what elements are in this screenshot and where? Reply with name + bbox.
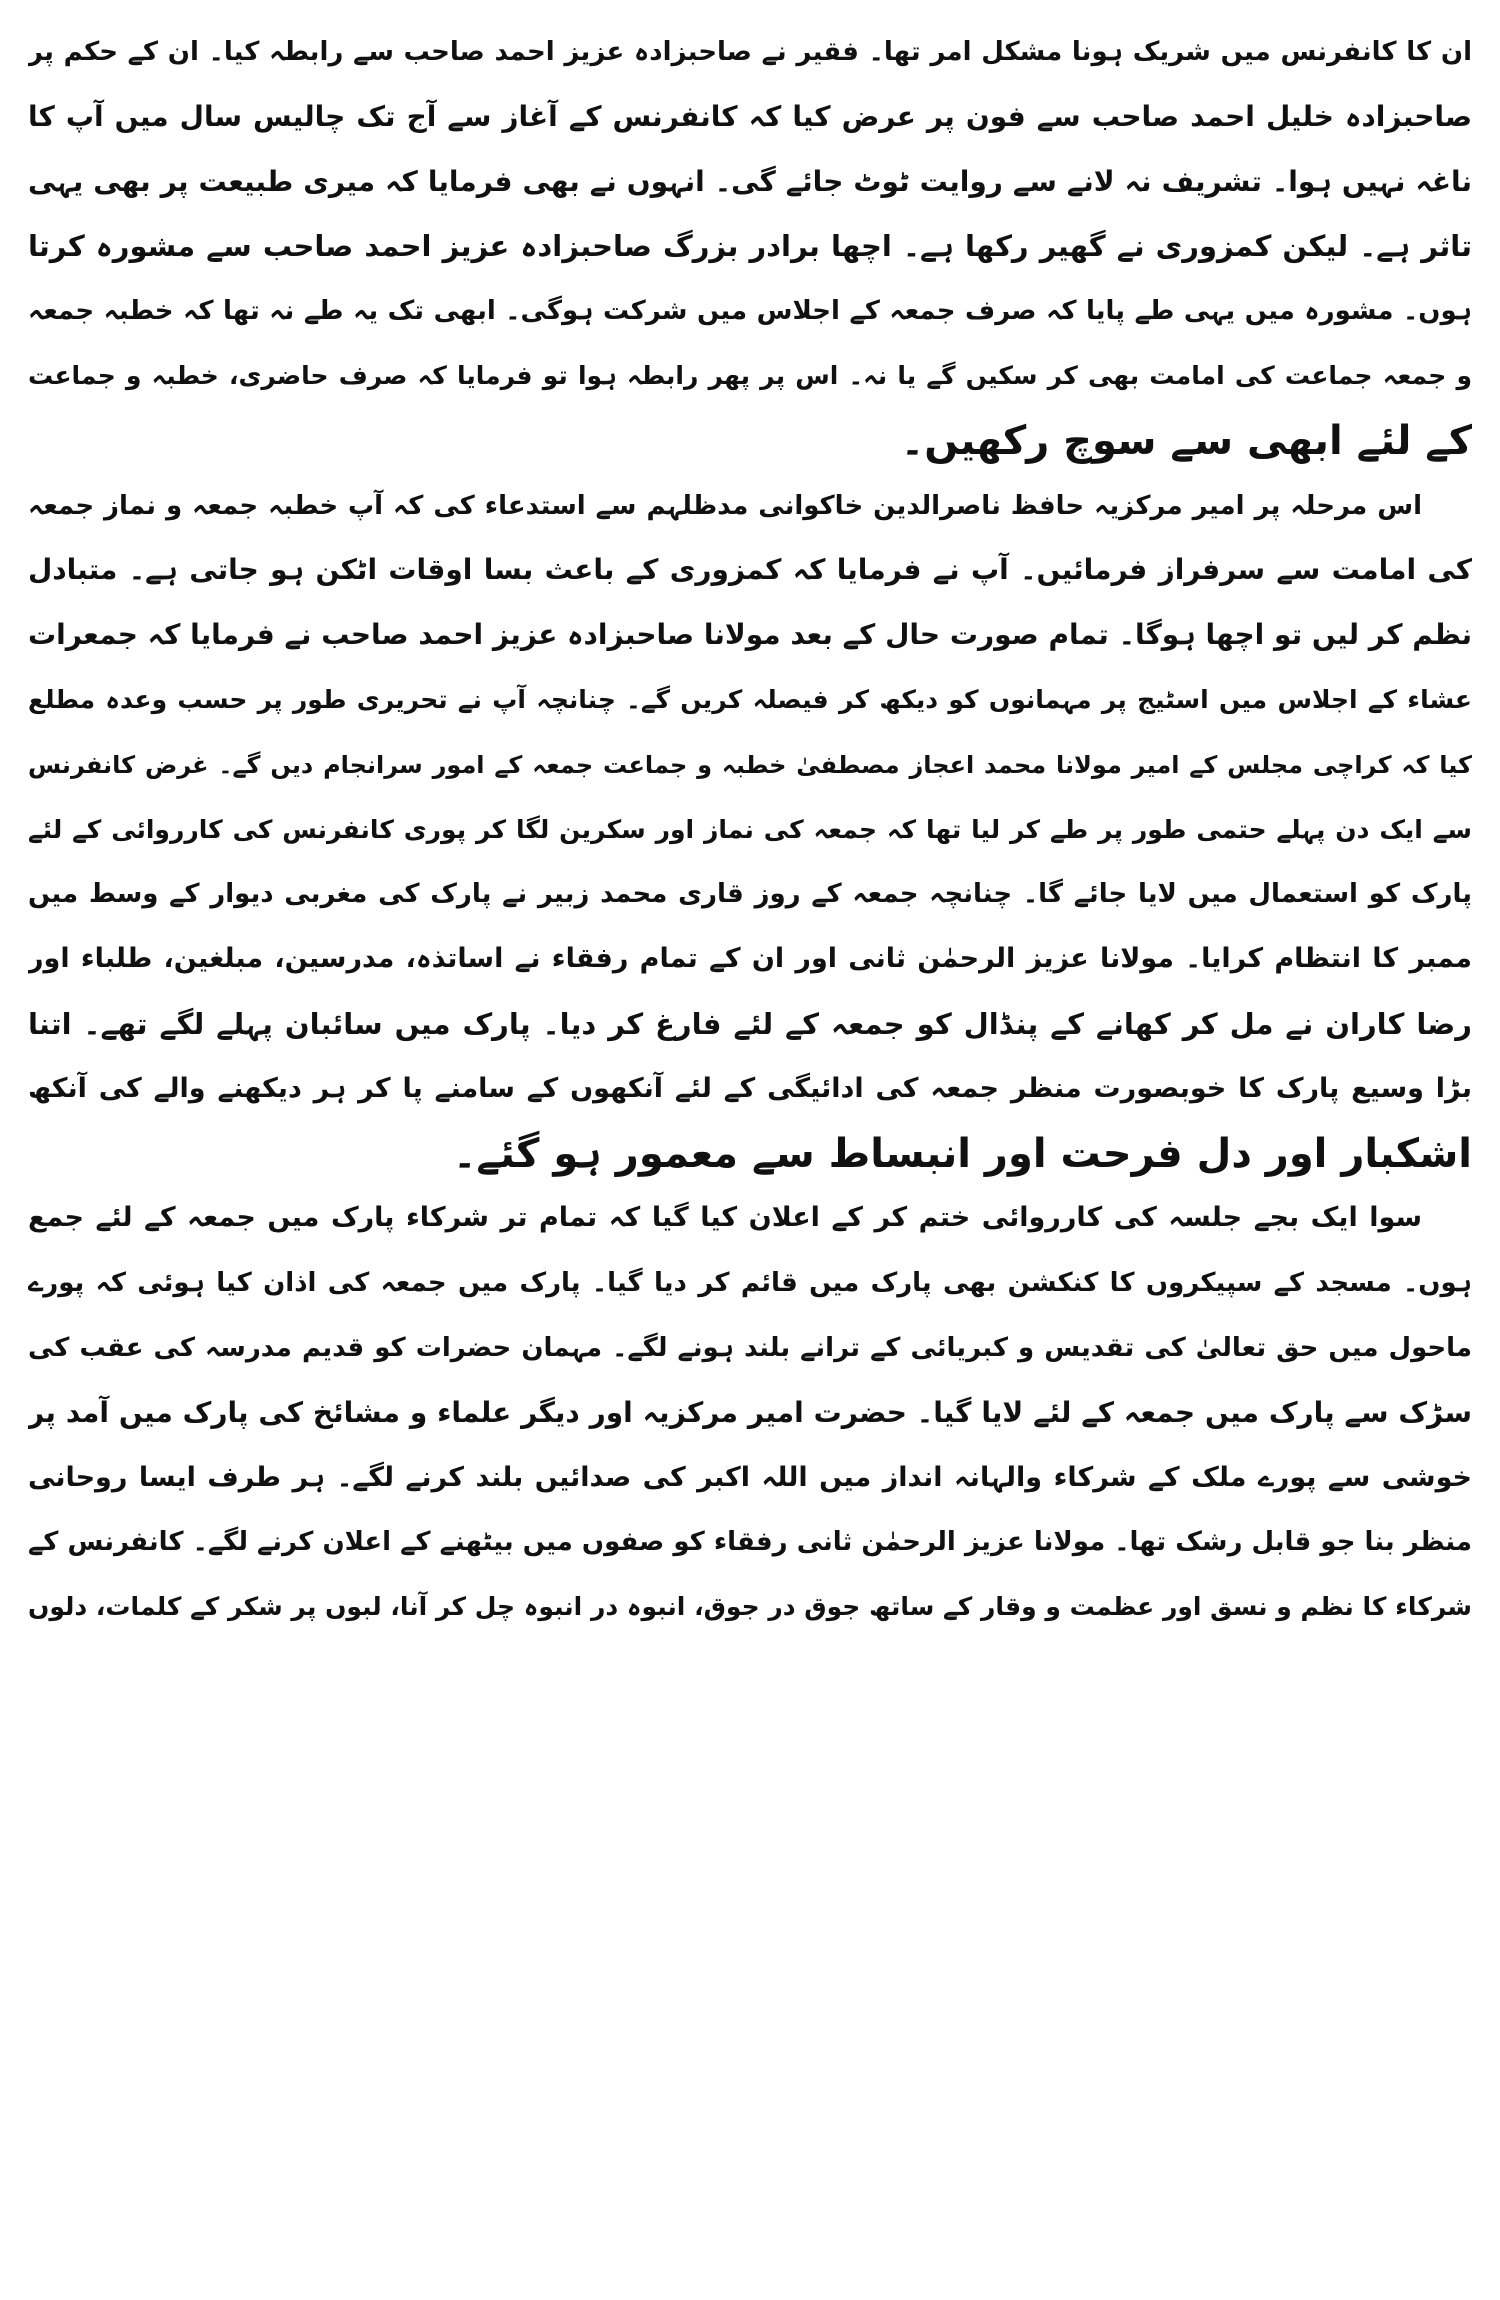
text-line: کی امامت سے سرفراز فرمائیں۔ آپ نے فرمایا کہ کمزوری کے باعث بسا اوقات اٹکن ہو جاتی ہے۔ متبادل	[28, 553, 1472, 587]
text-line: عشاء کے اجلاس میں اسٹیج پر مہمانوں کو دیکھ کر فیصلہ کریں گے۔ چنانچہ آپ نے تحریری طور پر حسب وعدہ مطلع	[28, 684, 1472, 714]
text-line: ناغہ نہیں ہوا۔ تشریف نہ لانے سے روایت ٹوٹ جائے گی۔ انہوں نے بھی فرمایا کہ میری طبیعت پر بھی یہی	[28, 164, 1472, 198]
paragraph-1	[28, 20, 1472, 474]
text-line: نظم کر لیں تو اچھا ہوگا۔ تمام صورت حال کے بعد مولانا صاحبزادہ عزیز احمد صاحب نے فرمایا کہ جمعرات	[28, 618, 1472, 652]
text-line: ماحول میں حق تعالیٰ کی تقدیس و کبریائی کے ترانے بلند ہونے لگے۔ مہمان حضرات کو قدیم مدرسہ کی عقب کی	[28, 1332, 1472, 1363]
text-line: صاحبزادہ خلیل احمد صاحب سے فون پر عرض کیا کہ کانفرنس کے آغاز سے آج تک چالیس سال میں آپ کا	[28, 99, 1472, 133]
text-line: اس مرحلہ پر امیر مرکزیہ حافظ ناصرالدین خاکوانی مدظلہم سے استدعاء کی کہ آپ خطبہ جمعہ و نماز جمعہ	[28, 490, 1422, 521]
text-line: و جمعہ جماعت کی امامت بھی کر سکیں گے یا نہ۔ اس پر پھر رابطہ ہوا تو فرمایا کہ صرف حاضری، خطبہ و جماعت	[28, 360, 1472, 390]
text-line: کیا کہ کراچی مجلس کے امیر مولانا محمد اعجاز مصطفیٰ خطبہ و جماعت جمعہ کے امور سرانجام دیں گے۔ غرض کانفرنس	[28, 750, 1472, 779]
text-line: خوشی سے پورے ملک کے شرکاء والہانہ انداز میں اللہ اکبر کی صدائیں بلند کرنے لگے۔ ہر طرف ایسا روحانی	[28, 1461, 1472, 1493]
text-line: ہوں۔ مشورہ میں یہی طے پایا کہ صرف جمعہ کے اجلاس میں شرکت ہوگی۔ ابھی تک یہ طے نہ تھا کہ خطبہ جمعہ	[28, 296, 1472, 327]
text-line: سے ایک دن پہلے حتمی طور پر طے کر لیا تھا کہ جمعہ کی نماز اور سکرین لگا کر پوری کانفرنس کی کارروائی کے لئے	[28, 814, 1472, 844]
text-line: ممبر کا انتظام کرایا۔ مولانا عزیز الرحمٰن ثانی اور ان کے تمام رفقاء نے اساتذہ، مدرسین، مبلغین، طلباء اور	[28, 943, 1472, 975]
paragraph-3	[28, 1186, 1472, 1640]
text-line: سوا ایک بجے جلسہ کی کارروائی ختم کر کے اعلان کیا گیا کہ تمام تر شرکاء پارک میں جمعہ کے لئے جمع	[28, 1202, 1422, 1234]
text-line: کے لئے ابھی سے سوچ رکھیں۔	[900, 417, 1472, 464]
text-line: منظر بنا جو قابل رشک تھا۔ مولانا عزیز الرحمٰن ثانی رفقاء کو صفوں میں بیٹھنے کے اعلان کرنے لگے۔ کانفرنس کے	[28, 1527, 1472, 1558]
text-line: شرکاء کا نظم و نسق اور عظمت و وقار کے ساتھ جوق در جوق، انبوہ در انبوہ چل کر آنا، لبوں پر شکر کے کلمات، دلوں	[28, 1592, 1472, 1622]
text-line: بڑا وسیع پارک کا خوبصورت منظر جمعہ کی ادائیگی کے لئے آنکھوں کے سامنے پا کر ہر دیکھنے والے کی آنکھ	[28, 1072, 1472, 1104]
text-line: پارک کو استعمال میں لایا جائے گا۔ چنانچہ جمعہ کے روز قاری محمد زبیر نے پارک کی مغربی دیوار کے وسط میں	[28, 879, 1472, 910]
text-line: ہوں۔ مسجد کے سپیکروں کا کنکشن بھی پارک میں قائم کر دیا گیا۔ پارک میں جمعہ کی اذان کیا ہوئی کہ پورے	[28, 1268, 1472, 1299]
paragraph-2	[28, 474, 1472, 1187]
text-line: اشکبار اور دل فرحت اور انبساط سے معمور ہو گئے۔	[452, 1130, 1472, 1177]
text-line: سڑک سے پارک میں جمعہ کے لئے لایا گیا۔ حضرت امیر مرکزیہ اور دیگر علماء و مشائخ کی پارک میں آمد پر	[28, 1395, 1472, 1429]
text-line: رضا کاران نے مل کر کھانے کے پنڈال کو جمعہ کے لئے فارغ کر دیا۔ پارک میں سائبان پہلے لگے تھے۔ اتنا	[28, 1006, 1472, 1041]
text-line: تاثر ہے۔ لیکن کمزوری نے گھیر رکھا ہے۔ اچھا برادر بزرگ صاحبزادہ عزیز احمد صاحب سے مشورہ کرتا	[28, 229, 1472, 264]
text-line: ان کا کانفرنس میں شریک ہونا مشکل امر تھا۔ فقیر نے صاحبزادہ عزیز احمد صاحب سے رابطہ کیا۔ ان کے حکم پر	[28, 37, 1472, 67]
